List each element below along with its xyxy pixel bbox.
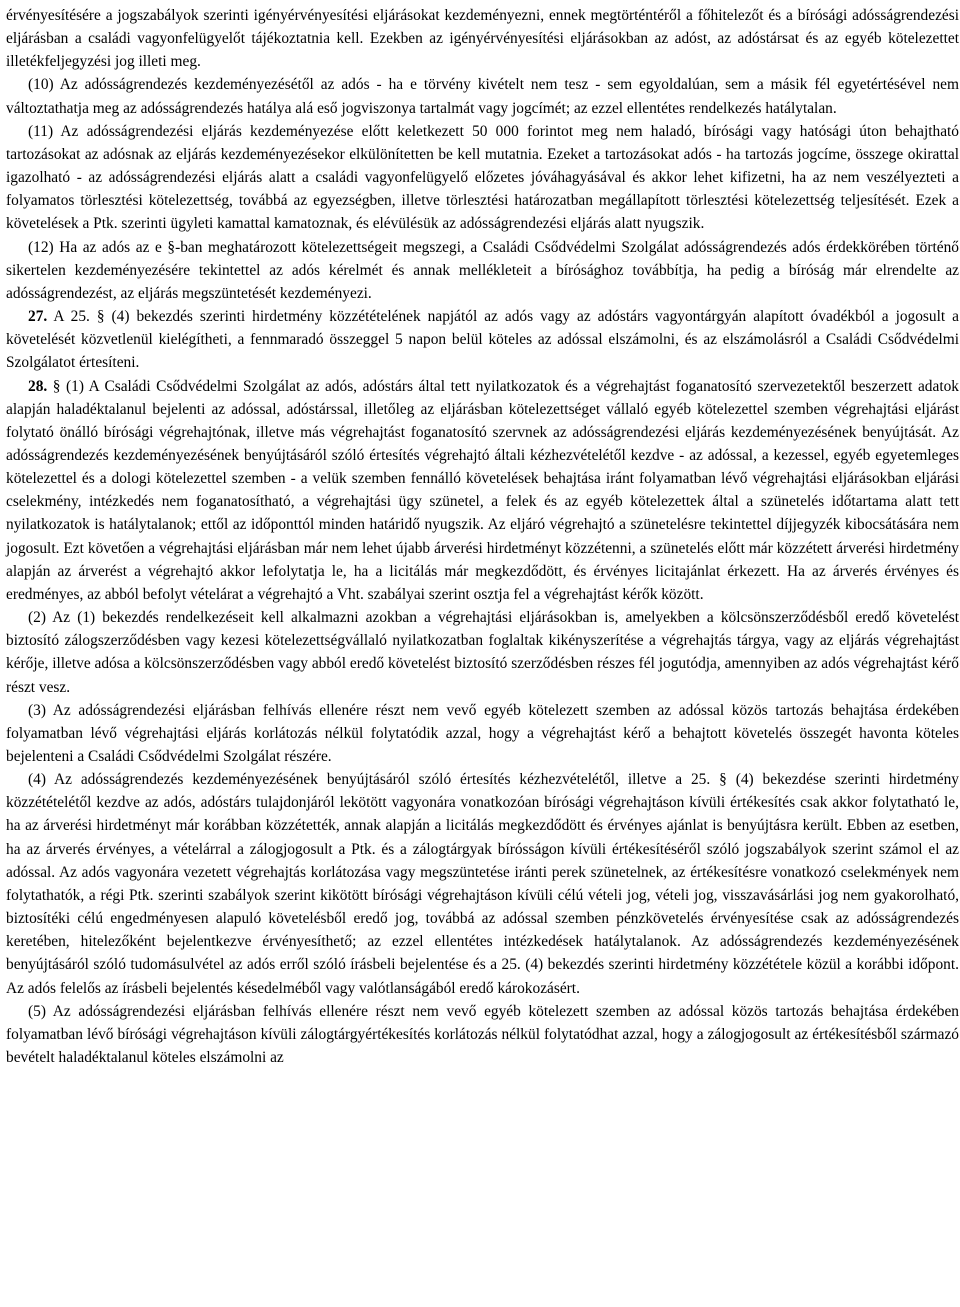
paragraph-text: (12) Ha az adós az e §-ban meghatározott kötelezettségeit megszegi, a Családi Csődvédelmi Szolgálat adósságrendezés adós érdekkörében történő sikertelen kezdeményezésére tekintettel az adós kérelmét és annak mellékleteit a bírósághoz továbbítja, ha pedig a bíróság már elrendelte az adósságrendezést, az eljárás megszüntetését kezdeményezi. — [6, 238, 959, 302]
paragraph-10 — [6, 73, 959, 119]
paragraph-text: § (1) A Családi Csődvédelmi Szolgálat az adós, adóstárs által tett nyilatkozatok és a végrehajtást foganatosító szervezetektől beszerzett adatok alapján haladéktalanul bejelenti az adóssal, adóstárssal, illetőleg az eljárásban kötelezettséget vállaló egyéb kötelezettel szemben végrehajtási eljárást folytató önálló bírósági végrehajtónak, illetve más végrehajtást foganatosító szervnek az adósságrendezési eljárás kezdeményezésének benyújtását. Az adósságrendezés kezdeményezésének benyújtásáról szóló értesítés végrehajtó általi kézhezvételétől kezdve - az adóssal, a kezessel, egyéb egyetemleges kötelezettel és a dologi kötelezettel szemben - a velük szemben fennálló követelések behajtása iránt folyamatban lévő végrehajtási eljárásokban eljárási cselekmény, intézkedés nem foganatosítható, a végrehajtási ügy szünetel, a felek és az egyéb kötelezettek által a szünetelés időtartama alatt tett nyilatkozatok is hatálytalanok; ettől az időponttól minden határidő nyugszik. Az eljáró végrehajtó a szünetelésre tekintettel díjjegyzék kibocsátására nem jogosult. Ezt követően a végrehajtási eljárásban már nem lehet újabb árverési hirdetményt közzétenni, a szünetelés előtt már közzétett árverési hirdetmény alapján az árverést a végrehajtó akkor lefolytatja le, ha a licitálás már megkezdődött, és érvényes licitajánlat érkezett. Ha az árverés érvényes és eredményes, az abból befolyt vételárat a végrehajtó a Vht. szabályai szerint osztja fel a végrehajtást kérők között. — [6, 377, 959, 603]
paragraph-continuation — [6, 4, 959, 73]
section-28 — [6, 375, 959, 607]
paragraph-28-2 — [6, 606, 959, 699]
paragraph-11 — [6, 120, 959, 236]
section-number: 27. — [28, 308, 48, 326]
paragraph-text: (2) Az (1) bekezdés rendelkezéseit kell alkalmazni azokban a végrehajtási eljárásokban is, amelyekben a kölcsönszerződésből eredő követelést biztosító zálogszerződésben vagy kezesi kötelezettségvállaló nyilatkozatban foglaltak kikényszerítése a végrehajtás tárgya, vagy az eljárás végrehajtást kérője, illetve adósa a kölcsönszerződésben vagy abból eredő követelést biztosító szerződésben részes fél jogutódja, amennyiben az adós végrehajtást kérő részt vesz. — [6, 609, 959, 696]
paragraph-text: érvényesítésére a jogszabályok szerinti igényérvényesítési eljárásokat kezdeményezni, ennek megtörténtéről a főhitelezőt és a bírósági adósságrendezési eljárásban a családi vagyonfelügyelőt tájékoztatnia kell. Ezekben az igényérvényesítési eljárásokban az adóst, az adóstársat és az egyéb kötelezettet illetékfeljegyzési jog illeti meg. — [6, 7, 959, 71]
paragraph-text: A 25. § (4) bekezdés szerinti hirdetmény közzétételének napjától az adós vagy az adóstárs vagyontárgyán alapított óvadékból a jogosult a követelését közvetlenül kielégítheti, a fennmaradó összeggel 5 napon belül köteles az adóssal elszámolni, és az elszámolásról a Családi Csődvédelmi Szolgálatot értesíteni. — [6, 308, 959, 372]
paragraph-28-4 — [6, 768, 959, 1000]
paragraph-text: (5) Az adósságrendezési eljárásban felhívás ellenére részt nem vevő egyéb kötelezett szemben az adóssal közös tartozás behajtása érdekében folyamatban lévő bírósági végrehajtáson kívüli zálogtárgyértékesítés korlátozás nélkül folytatódhat azzal, hogy a zálogjogosult az értékesítésből származó bevételt haladéktalanul köteles elszámolni az — [6, 1002, 959, 1067]
document-page — [6, 4, 959, 1069]
paragraph-12 — [6, 236, 959, 305]
paragraph-28-5 — [6, 1000, 959, 1069]
paragraph-28-3 — [6, 699, 959, 768]
section-number: 28. — [28, 377, 48, 395]
section-27 — [6, 305, 959, 374]
paragraph-text: (3) Az adósságrendezési eljárásban felhívás ellenére részt nem vevő egyéb kötelezett szemben az adóssal közös tartozás behajtása érdekében folyamatban lévő végrehajtási eljárás korlátozás nélkül folytatódik azzal, hogy a végrehajtást kérő a behajtott követelés összegét havonta köteles bejelenteni a Családi Csődvédelmi Szolgálat részére. — [6, 701, 959, 765]
paragraph-text: (11) Az adósságrendezési eljárás kezdeményezése előtt keletkezett 50 000 forintot meg nem haladó, bírósági vagy hatósági úton behajtható tartozásokat az adósnak az eljárás kezdeményezésekor elkülönítetten be kell mutatnia. Ezeket a tartozásokat adós - ha tartozás jogcíme, összege okirattal igazolható - az adósságrendezési eljárás alatt a családi vagyonfelügyelő előzetes jóváhagyásával és akkor lehet kifizetni, ha az nem veszélyezteti a folyamatos törlesztési kötelezettség, továbbá az egyezségben, illetve törlesztési határozatban megállapított törlesztési kötelezettség teljesítését. Ezek a követelések a Ptk. szerinti ügyleti kamattal kamatoznak, és elévülésük az adósságrendezési eljárás alatt nyugszik. — [6, 122, 959, 233]
paragraph-text: (10) Az adósságrendezés kezdeményezésétől az adós - ha e törvény kivételt nem tesz - sem egyoldalúan, sem a másik fél egyetértésével nem változtathatja meg az adósságrendezés hatálya alá eső jogviszonya tartalmát vagy jogcímét; az ezzel ellentétes rendelkezés hatálytalan. — [6, 76, 959, 117]
paragraph-text: (4) Az adósságrendezés kezdeményezésének benyújtásáról szóló értesítés kézhezvételétől, illetve a 25. § (4) bekezdése szerinti hirdetmény közzétételétől kezdve az adós, adóstárs tulajdonjáról lekötött vagyonára vonatkozóan bírósági végrehajtáson kívüli értékesítés csak akkor folytatható le, ha az árverési hirdetményt már korábban közzétették, annak alapján a licitálás megkezdődött és érvényes ajánlat is benyújtásra került. Ebben az esetben, ha az árverés érvényes, a vételárral a zálogjogosult a Ptk. és a zálogtárgyak bírósságon kívüli értékesítéséről szóló jogszabályok szerint számol el az adóssal. Az adós vagyonára vezetett végrehajtás korlátozása vagy megszüntetése iránti perek szünetelnek, az értékesítésre vonatkozó cselekmények nem folytathatók, a régi Ptk. szerinti szabályok szerint kikötött bírósági végrehajtáson kívüli célú vételi jog, vételi jog, visszavásárlási jog nem gyakorolható, biztosítéki célú engedményesen alapuló követelésből eredő jog, továbbá az adóssal szemben pénzkövetelés érvényesítése csak az adósságrendezés keretében, hitelezőként bejelentkezve érvényesíthető; az ezzel ellentétes intézkedések hatálytalanok. Az adósságrendezés kezdeményezésének benyújtásáról szóló tudomásulvétel az adós erről szóló írásbeli bejelentése és a 25. (4) bekezdés szerinti hirdetmény közzététele közül a korábbi időpont. Az adós felelős az írásbeli bejelentés késedelméből vagy valótlanságából eredő károkozásért. — [6, 771, 959, 997]
